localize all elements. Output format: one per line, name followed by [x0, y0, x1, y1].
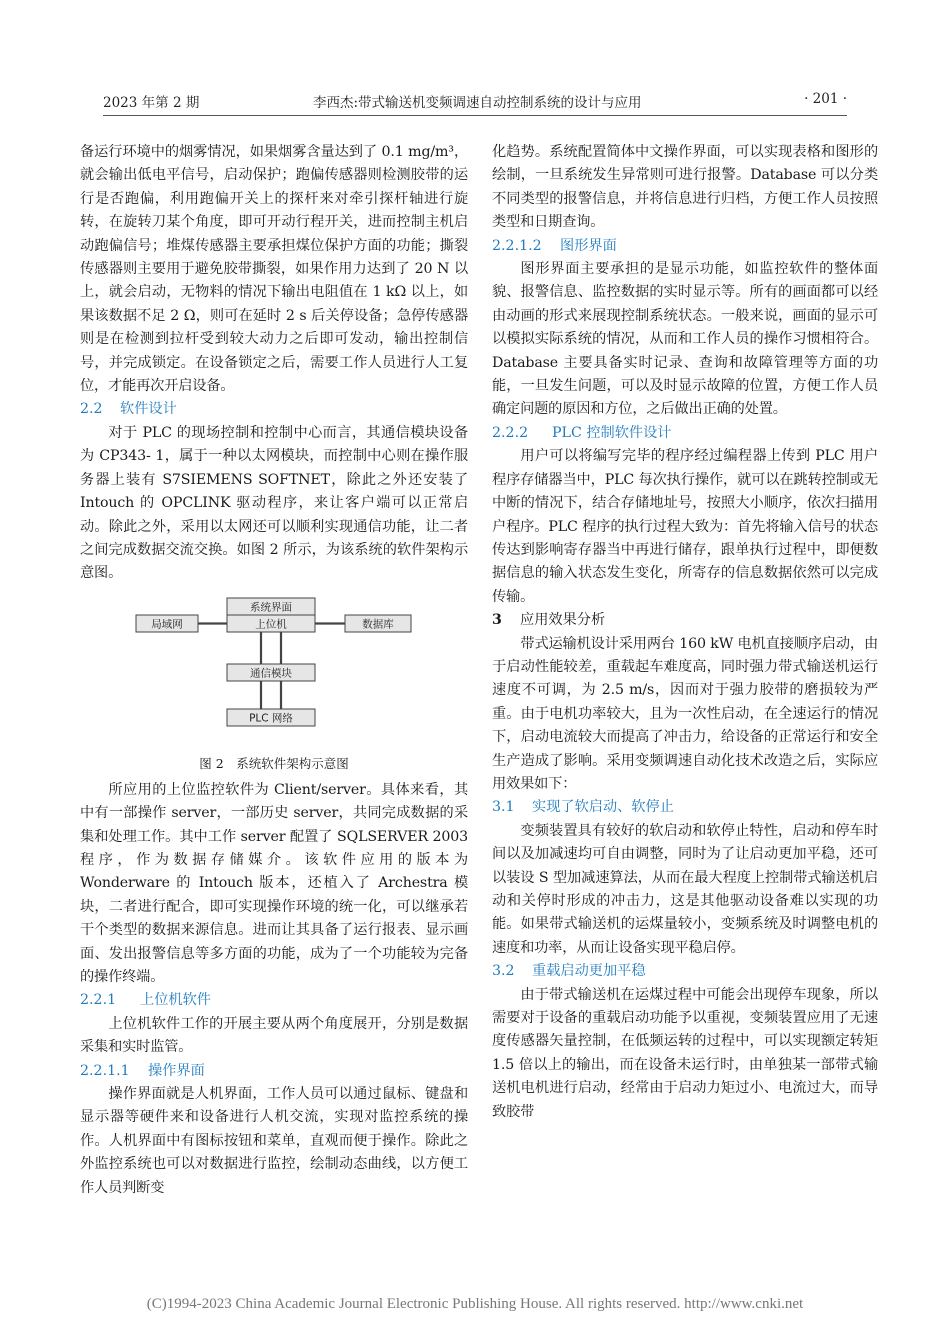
label-system-ui: 系统界面: [250, 601, 292, 614]
section-number: 2.2.1: [80, 992, 117, 1009]
paragraph: 变频装置具有较好的软启动和软停止特性，启动和停车时间以及加减速均可自由调整，同时为了让启动更加平稳，还可以装设 S 型加减速算法，从而在最大程度上控制带式输送机启动和关停时形成的冲击力，这是其他驱动设备难以实现的功能。如果带式输送机的运煤量较小，变频系统及时调整电机的速度和功率，从而让设备实现平稳启停。: [492, 822, 878, 956]
figure-2-diagram: [80, 591, 468, 753]
section-title: 实现了软启动、软停止: [532, 799, 674, 816]
copyright-footer: (C)1994-2023 China Academic Journal Electronic Publishing House. All rights reserved. http://www.cnki.net: [146, 1296, 804, 1312]
paragraph: 对于 PLC 的现场控制和控制中心而言，其通信模块设备为 CP343- 1，属于一种以太网模块，而控制中心则在操作服务器上装有 S7SIEMENS SOFTNET，除此之外还安装了 Intouch 的 OPCLINK 驱动程序，来让客户端可以正常启动。除此之外，采用以太网还可以顺利实现通信功能，让二者之间完成数据交流交换。如图 2 所示，为该系统的软件架构示意图。: [80, 424, 468, 582]
section-title: 上位机软件: [140, 992, 211, 1009]
paragraph: 带式运输机设计采用两台 160 kW 电机直接顺序启动，由于启动性能较差，重载起车难度高，同时强力带式输送机运行速度不可调，为 2.5 m/s，因而对于强力胶带的磨损较为严重。由于电机功率较大，且为一次性启动，在全速运行的情况下，启动电流较大而提高了冲击力，给设备的正常运行和安全生产造成了影响。采用变频调速自动化技术改造之后，实际应用效果如下：: [492, 635, 878, 792]
running-title: 李西杰:带式输送机变频调速自动控制系统的设计与应用: [313, 95, 642, 111]
running-header: [103, 91, 847, 113]
section-number: 2.2.2: [492, 424, 529, 441]
label-host: 上位机: [255, 618, 287, 631]
paragraph: 用户可以将编写完毕的程序经过编程器上传到 PLC 用户程序存储器当中，PLC 每次执行操作，就可以在跳转控制或无中断的情况下，结合存储地址号，按照大小顺序，依次扫描用户程序。PLC 程序的执行过程大致为：首先将输入信号的状态传达到影响寄存器当中再进行储存，跟单执行过程中，即便数据信息的输入状态发生变化，所寄存的信息数据依然可以完成传输。: [492, 448, 878, 605]
section-number: 3.2: [492, 963, 515, 980]
section-heading-3-1: [492, 796, 878, 819]
label-plc-network: PLC 网络: [249, 712, 293, 725]
section-title: 软件设计: [120, 401, 177, 418]
figure-caption: 图 2 系统软件架构示意图: [199, 755, 349, 771]
section-heading-3: [492, 609, 878, 632]
section-heading-2-2-2: [492, 422, 878, 445]
section-number: 2.2.1.1: [80, 1062, 130, 1079]
section-title: 重载启动更加平稳: [532, 963, 646, 980]
section-number: 2.2.1.2: [492, 237, 542, 254]
section-heading-2-2-1-1: [80, 1060, 468, 1083]
label-lan: 局域网: [151, 618, 183, 631]
section-number: 3: [492, 612, 502, 629]
section-title: PLC 控制软件设计: [552, 424, 672, 441]
section-title: 图形界面: [560, 237, 617, 254]
section-heading-2-2-1-2: [492, 235, 878, 258]
page-number: · 201 ·: [804, 91, 847, 107]
architecture-diagram: [80, 591, 468, 753]
section-heading-2-2: [80, 398, 468, 421]
issue-label: 2023 年第 2 期: [103, 95, 200, 111]
paragraph: 操作界面就是人机界面，工作人员可以通过鼠标、键盘和显示器等硬件来和设备进行人机交流，实现对监控系统的操作。人机界面中有图标按钮和菜单，直观而便于操作。除此之外监控系统也可以对数据进行监控，绘制动态曲线，以方便工作人员判断变: [80, 1086, 468, 1196]
paragraph: 所应用的上位监控软件为 Client/server。具体来看，其中有一部操作 server，一部历史 server，共同完成数据的采集和处理工作。其中工作 server 配置了 SQLSERVER 2003 程序，作为数据存储媒介。该软件应用的版本为 Wonderware 的 Intouch 版本，还植入了 Archestra 模块，二者进行配合，即可实现操作环境的统一化，可以继承若干个类型的数据来源信息。进而让其具备了运行报表、显示画面、发出报警信息等多方面的功能，成为了一个功能较为完备的操作终端。: [80, 781, 468, 985]
paragraph: 图形界面主要承担的是显示功能，如监控软件的整体面貌、报警信息、监控数据的实时显示等。所有的画面都可以经由动画的形式来展现控制系统状态。一般来说，画面的显示可以模拟实际系统的情况，从而和工作人员的操作习惯相符合。Database 主要具备实时记录、查询和故障管理等方面的功能，一旦发生问题，可以及时显示故障的位置，方便工作人员确定问题的原因和方位，之后做出正确的处置。: [492, 261, 878, 418]
paragraph: 备运行环境中的烟雾情况，如果烟雾含量达到了 0.1 mg/m³，就会输出低电平信号，启动保护；跑偏传感器则检测胶带的运行是否跑偏，利用跑偏开关上的探杆来对牵引探杆轴进行旋转，在旋转刀某个角度，即可开动行程开关，进而控制主机启动跑偏信号；堆煤传感器主要承担煤位保护方面的功能；撕裂传感器则主要用于避免胶带撕裂，如果作用力达到了 20 N 以上，就会启动，无物料的情况下输出电阻值在 1 kΩ 以上，如果该数据不足 2 Ω，则可在延时 2 s 后关停设备；急停传感器则是在检测到拉杆受到较大动力之后即可发动，输出控制信号，并完成锁定。在设备锁定之后，需要工作人员进行人工复位，才能再次开启设备。: [80, 144, 468, 395]
label-comm-module: 通信模块: [250, 667, 292, 680]
section-title: 应用效果分析: [520, 612, 606, 629]
section-title: 操作界面: [148, 1062, 205, 1079]
section-heading-2-2-1: [80, 989, 468, 1012]
section-number: 2.2: [80, 401, 103, 418]
paragraph: 上位机软件工作的开展主要从两个角度展开，分别是数据采集和实时监管。: [80, 1015, 468, 1056]
paragraph: 化趋势。系统配置简体中文操作界面，可以实现表格和图形的绘制，一旦系统发生异常则可进行报警。Database 可以分类不同类型的报警信息，并将信息进行归档，方便工作人员按照类型和日期查询。: [492, 144, 878, 231]
header-rule: [103, 115, 847, 116]
section-heading-3-2: [492, 960, 878, 983]
right-column: [492, 141, 878, 1124]
paragraph: 由于带式输送机在运煤过程中可能会出现停车现象，所以需要对于设备的重载启动功能予以重视，变频装置应用了无速度传感器矢量控制，在低频运转的过程中，可以实现额定转矩 1.5 倍以上的输出，而在设备未运行时，由单独某一部带式输送机电机进行启动，经常由于启动力矩过小、电流过大，而导致胶带: [492, 986, 878, 1120]
left-column: [80, 141, 468, 1200]
section-number: 3.1: [492, 799, 515, 816]
label-database: 数据库: [362, 618, 394, 631]
